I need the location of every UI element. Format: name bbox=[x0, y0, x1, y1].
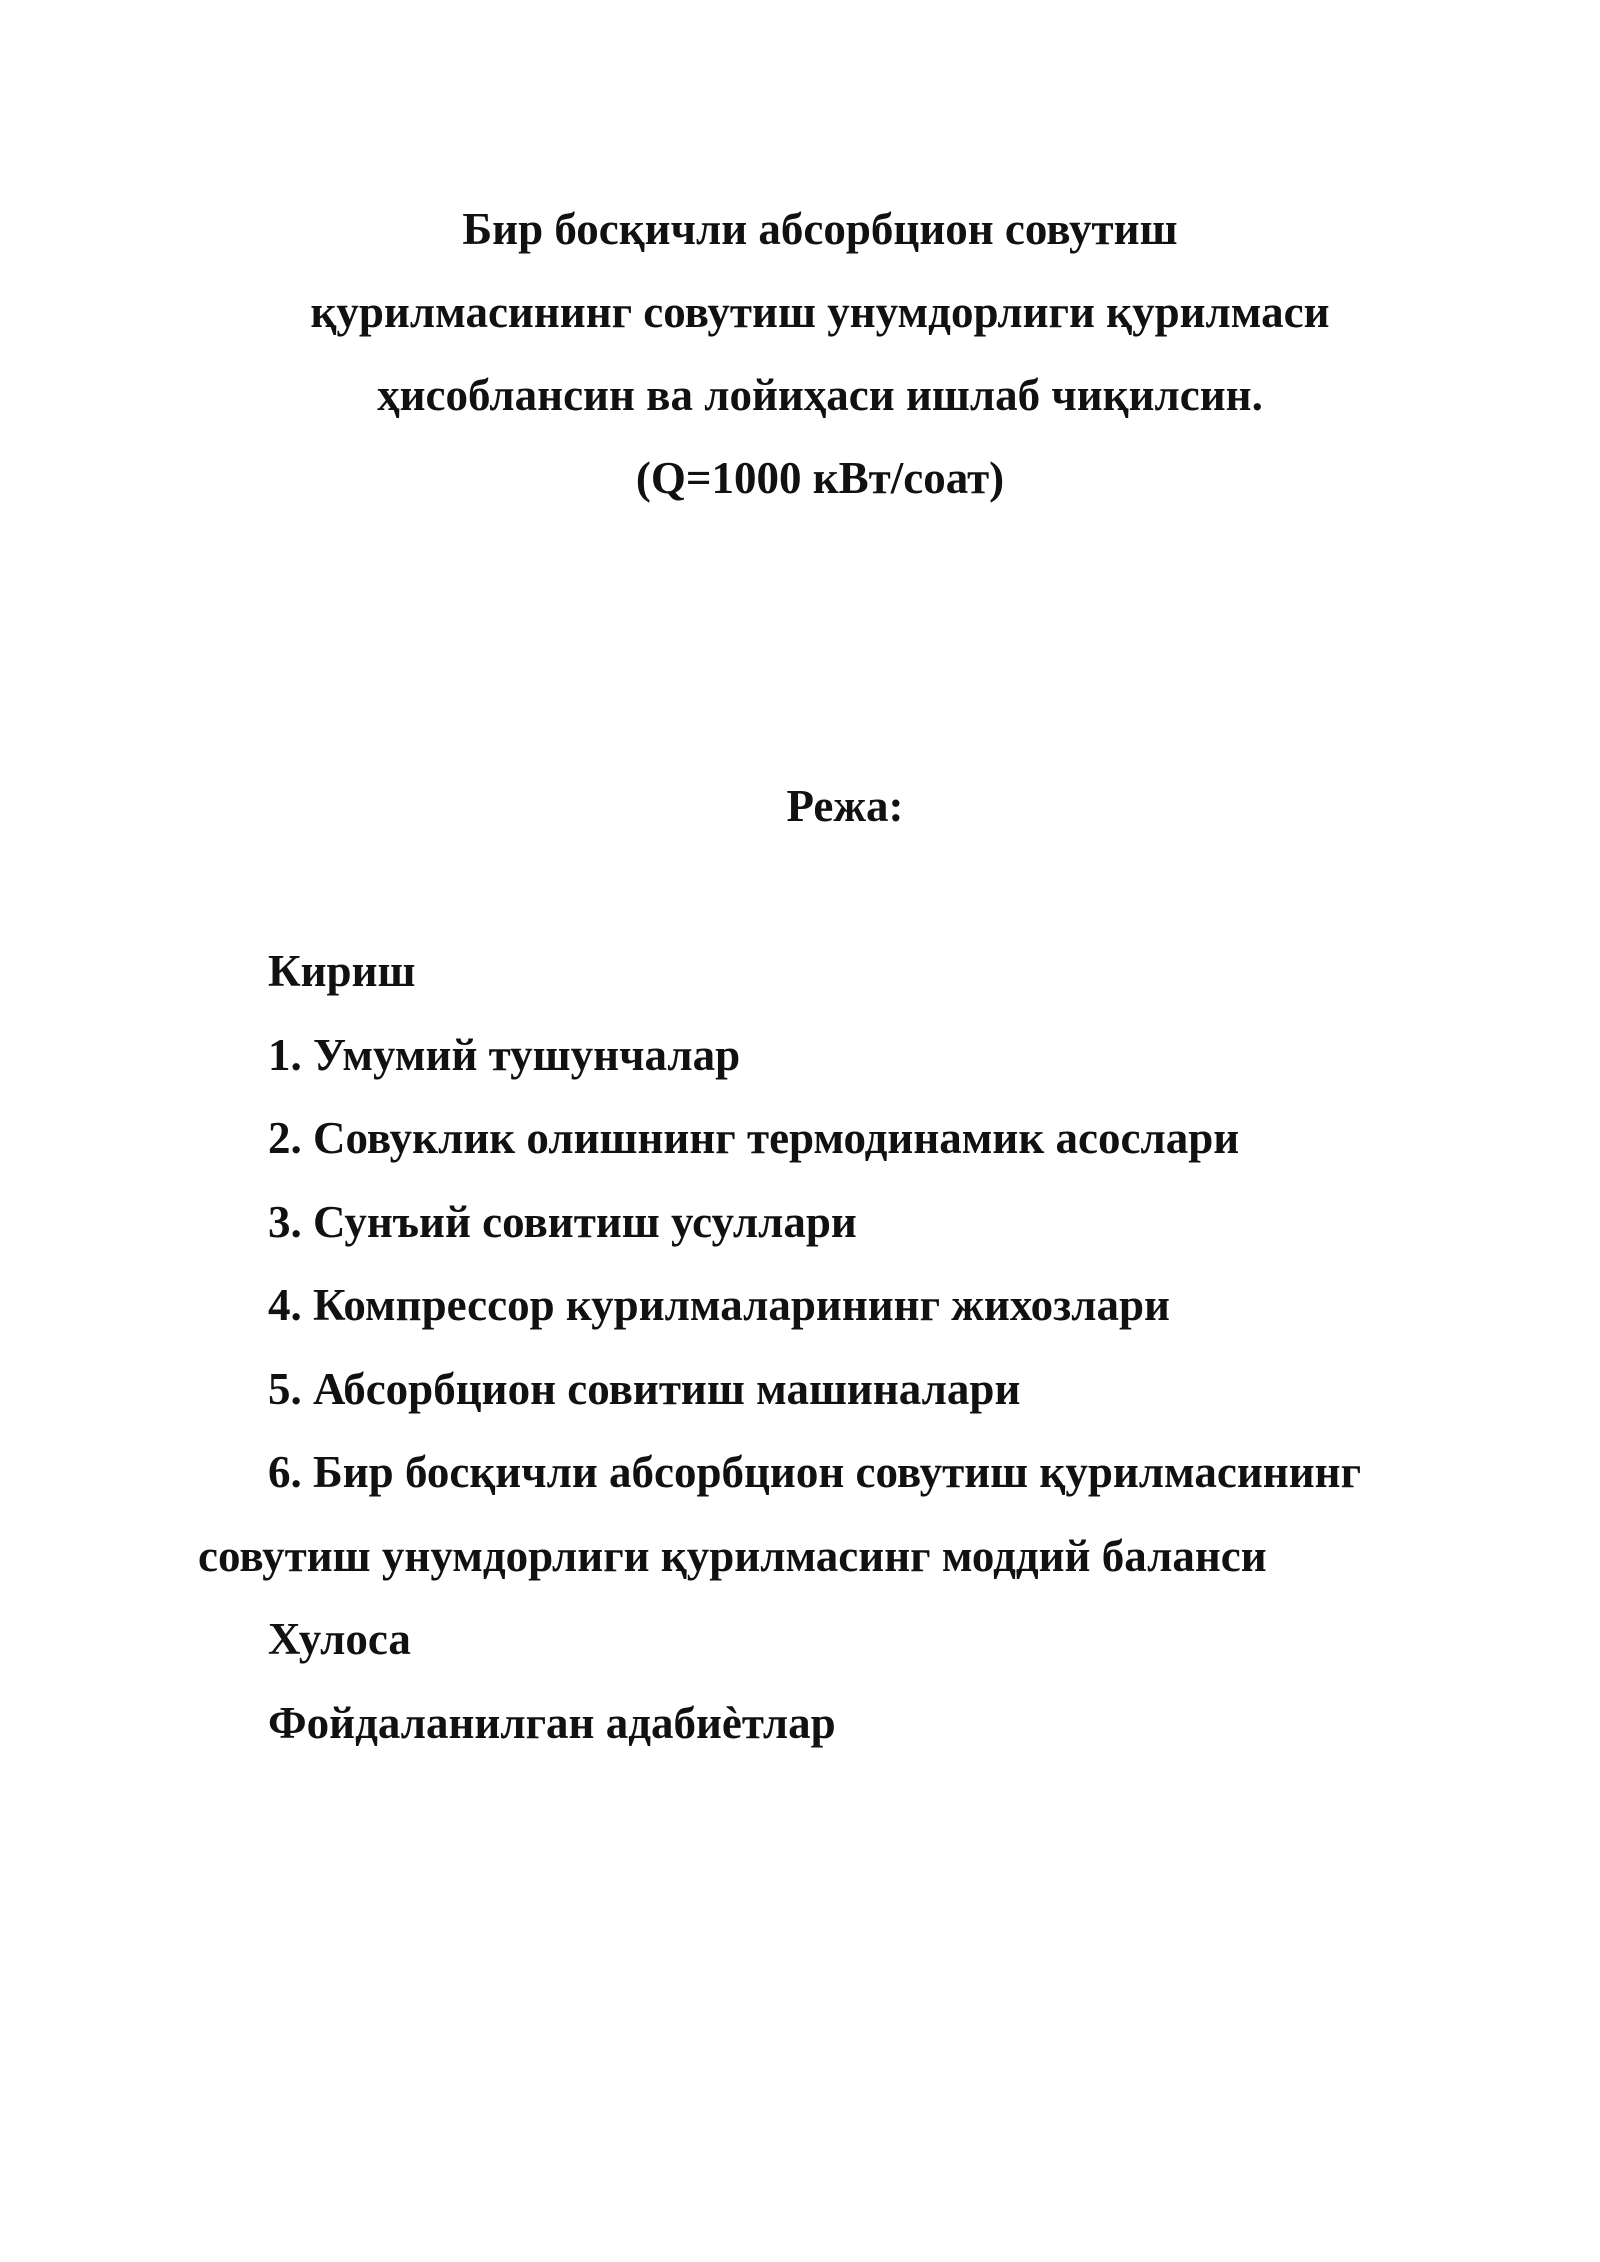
table-of-contents bbox=[198, 930, 1458, 1765]
toc-item-5: 5. Абсорбцион совитиш машиналари bbox=[268, 1363, 1021, 1414]
plan-heading: Режа: bbox=[786, 781, 904, 831]
toc-item-3: 3. Сунъий совитиш усуллари bbox=[268, 1196, 857, 1247]
toc-item-introduction: Кириш bbox=[268, 946, 416, 996]
toc-item-4: 4. Компрессор курилмаларининг жихозлари bbox=[268, 1280, 1170, 1330]
toc-item-2: 2. Совуклик олишнинг термодинамик асослари bbox=[268, 1113, 1240, 1163]
toc-item-6-continuation: совутиш унумдорлиги қурилмасинг моддий баланси bbox=[198, 1530, 1267, 1581]
toc-item-6: 6. Бир босқичли абсорбцион совутиш қурилмасининг bbox=[268, 1447, 1362, 1497]
title-line-4: (Q=1000 кВт/соат) bbox=[635, 453, 1005, 503]
toc-item-references: Фойдаланилган адабиѐтлар bbox=[268, 1697, 836, 1748]
toc-item-1: 1. Умумий тушунчалар bbox=[268, 1029, 741, 1080]
title-line-2: қурилмасининг совутиш унумдорлиги қурилмаси bbox=[310, 287, 1330, 337]
document-title bbox=[200, 188, 1440, 520]
title-line-1: Бир босқичли абсорбцион совутиш bbox=[462, 204, 1178, 254]
title-line-3: ҳисоблансин ва лойиҳаси ишлаб чиқилсин. bbox=[377, 370, 1263, 420]
toc-item-conclusion: Хулоса bbox=[268, 1614, 411, 1664]
